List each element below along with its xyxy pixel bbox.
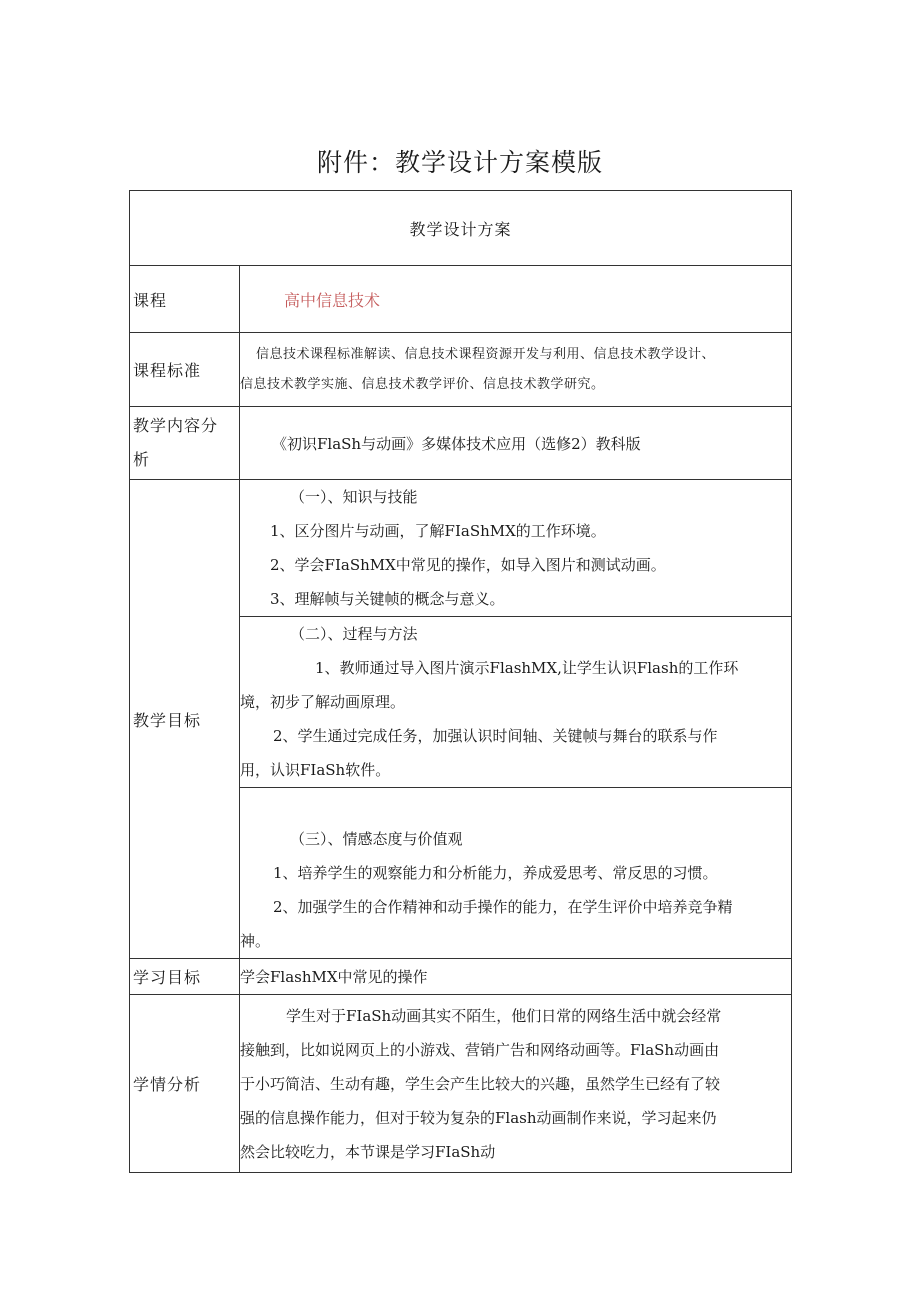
knowledge-item-3: 3、理解帧与关键帧的概念与意义。 xyxy=(270,590,505,608)
process-heading: （二）、过程与方法 xyxy=(290,625,418,643)
table-header-row xyxy=(130,191,792,266)
objectives-knowledge-row xyxy=(130,480,792,617)
learner-analysis-value xyxy=(240,995,792,1173)
knowledge-heading: （一）、知识与技能 xyxy=(290,488,418,506)
objectives-label: 教学目标 xyxy=(130,480,240,959)
process-item-1-line-1: 1、教师通过导入图片演示FlashMX,让学生认识Flash的工作环 xyxy=(315,659,739,677)
learner-analysis-line-5: 然会比较吃力，本节课是学习FIaSh动 xyxy=(240,1142,496,1161)
emotion-item-2-line-2: 神。 xyxy=(240,932,271,950)
learning-goal-row xyxy=(130,959,792,995)
process-item-2-line-2: 用，认识FIaSh软件。 xyxy=(240,761,391,779)
objectives-knowledge xyxy=(240,480,792,617)
learning-goal-value: 学会FlashMX中常见的操作 xyxy=(240,959,792,995)
standard-line-2: 信息技术教学实施、信息技术教学评价、信息技术教学研究。 xyxy=(240,376,605,392)
standard-value xyxy=(240,333,792,407)
content-analysis-label-line-2: 析 xyxy=(133,450,151,469)
learning-goal-label: 学习目标 xyxy=(130,959,240,995)
content-analysis-label xyxy=(130,407,240,480)
standard-line-1: 信息技术课程标准解读、信息技术课程资源开发与利用、信息技术教学设计、 xyxy=(256,346,716,362)
emotion-item-2-line-1: 2、加强学生的合作精神和动手操作的能力，在学生评价中培养竞争精 xyxy=(273,898,733,916)
course-label: 课程 xyxy=(130,266,240,333)
learner-analysis-line-4: 强的信息操作能力，但对于较为复杂的Flash动画制作来说，学习起来仍 xyxy=(240,1108,717,1127)
content-analysis-row xyxy=(130,407,792,480)
emotion-item-1: 1、培养学生的观察能力和分析能力，养成爱思考、常反思的习惯。 xyxy=(273,864,718,882)
knowledge-item-1: 1、区分图片与动画，了解FIaShMX的工作环境。 xyxy=(270,522,606,540)
objectives-process xyxy=(240,617,792,788)
table-header: 教学设计方案 xyxy=(130,191,792,266)
process-item-2-line-1: 2、学生通过完成任务，加强认识时间轴、关键帧与舞台的联系与作 xyxy=(273,727,718,745)
learner-analysis-row xyxy=(130,995,792,1173)
content-analysis-value: 《初识FlaSh与动画》多媒体技术应用（选修2）教科版 xyxy=(240,407,792,480)
process-item-1-line-2: 境，初步了解动画原理。 xyxy=(240,693,406,711)
course-value: 高中信息技术 xyxy=(240,266,792,333)
knowledge-item-2: 2、学会FIaShMX中常见的操作，如导入图片和测试动画。 xyxy=(270,556,666,574)
standard-row xyxy=(130,333,792,407)
learner-analysis-line-1: 学生对于FIaSh动画其实不陌生，他们日常的网络生活中就会经常 xyxy=(286,1006,722,1025)
learner-analysis-line-2: 接触到，比如说网页上的小游戏、营销广告和网络动画等。FlaSh动画由 xyxy=(240,1040,720,1059)
learner-analysis-label: 学情分析 xyxy=(130,995,240,1173)
learner-analysis-line-3: 于小巧简洁、生动有趣，学生会产生比较大的兴趣，虽然学生已经有了较 xyxy=(240,1074,721,1093)
teaching-design-table xyxy=(129,190,792,1173)
objectives-emotion xyxy=(240,788,792,959)
document-title: 附件：教学设计方案模版 xyxy=(316,148,603,177)
course-row xyxy=(130,266,792,333)
emotion-heading: （三）、情感态度与价值观 xyxy=(290,830,463,848)
standard-label: 课程标准 xyxy=(130,333,240,407)
content-analysis-label-line-1: 教学内容分 xyxy=(133,416,219,435)
